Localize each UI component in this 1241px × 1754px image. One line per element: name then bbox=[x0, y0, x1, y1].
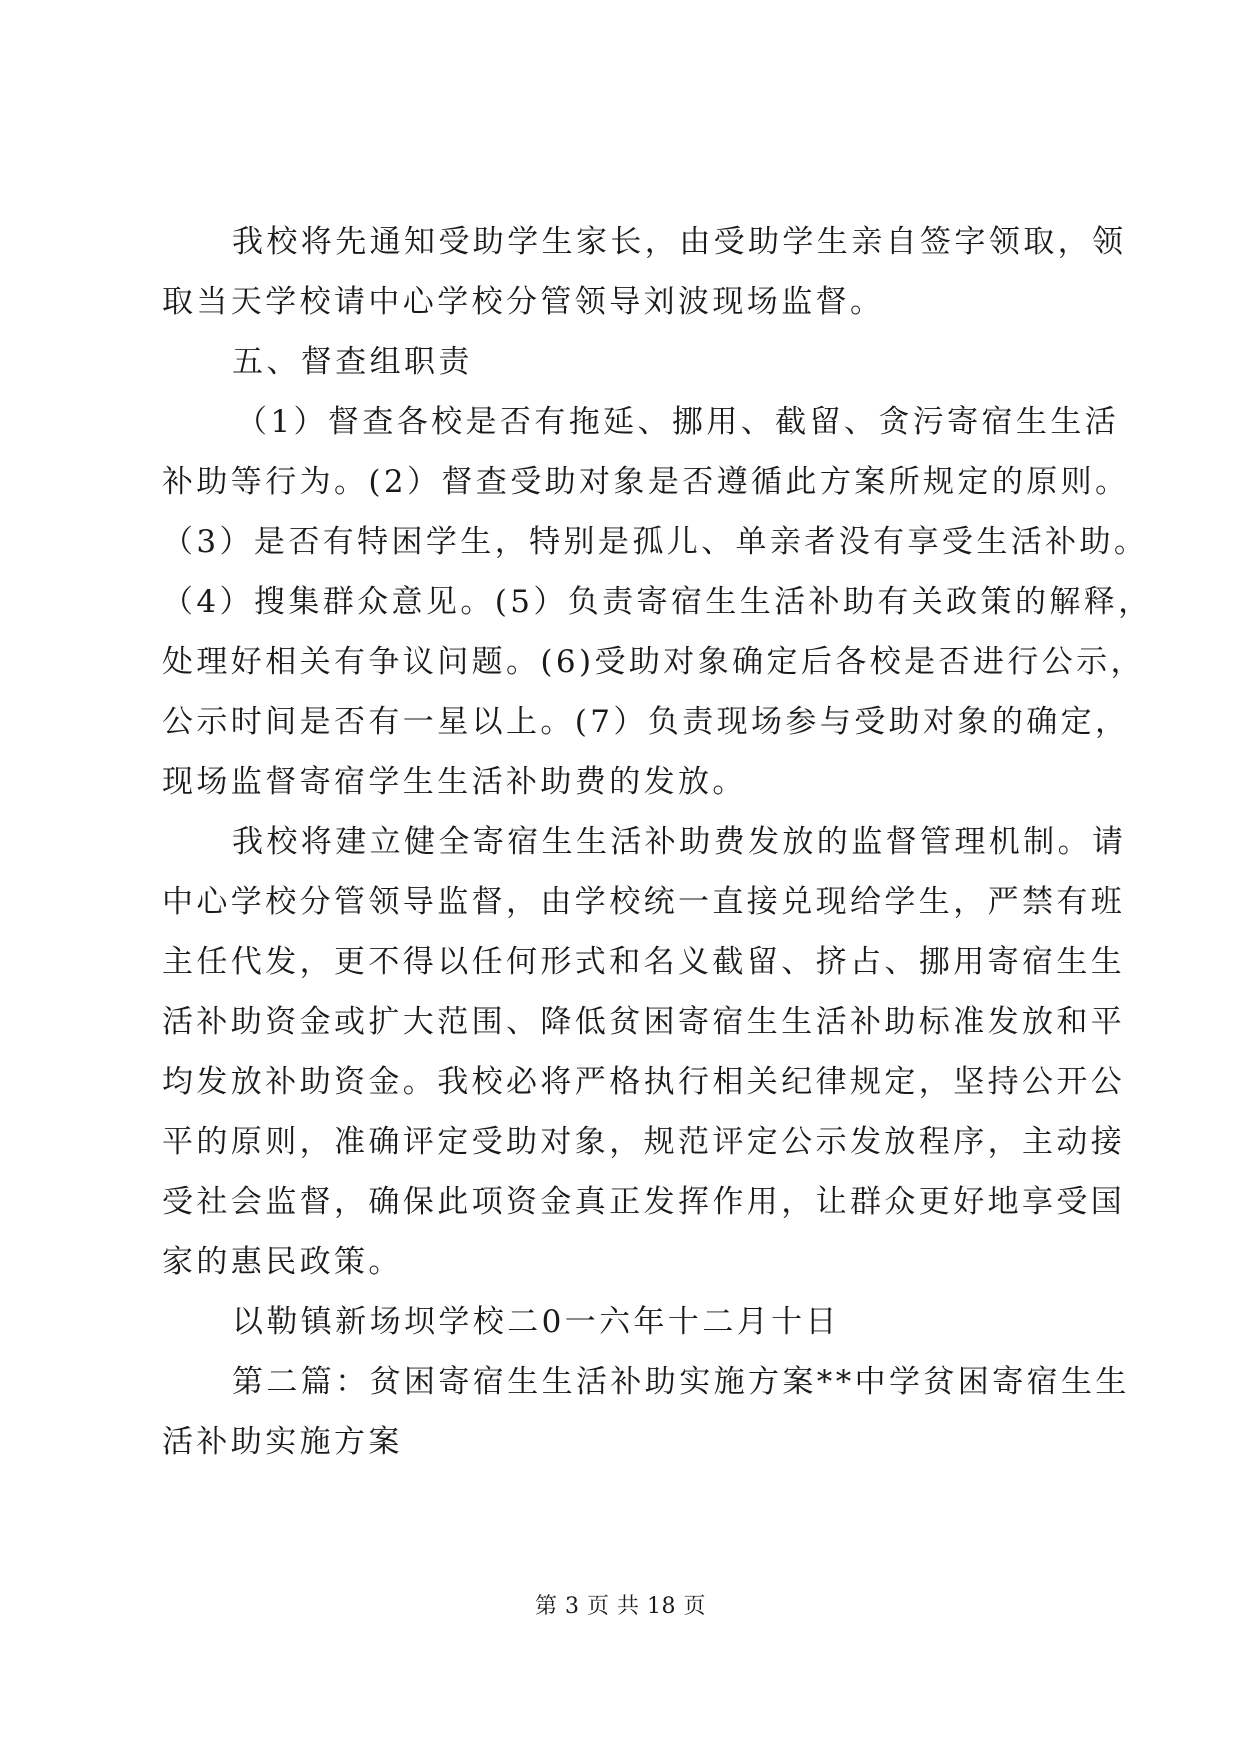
section-title-line: 活补助实施方案 bbox=[162, 1424, 403, 1460]
section-title-line: 第二篇：贫困寄宿生生活补助实施方案**中学贫困寄宿生生 bbox=[232, 1364, 1130, 1400]
body-line: 活补助资金或扩大范围、降低贫困寄宿生生活补助标准发放和平 bbox=[162, 1004, 1126, 1040]
body-line: （3）是否有特困学生，特别是孤儿、单亲者没有享受生活补助。 bbox=[162, 524, 1149, 560]
body-line: 家的惠民政策。 bbox=[162, 1244, 403, 1280]
body-line: 补助等行为。(2）督查受助对象是否遵循此方案所规定的原则。 bbox=[162, 464, 1130, 500]
body-line: 我校将先通知受助学生家长，由受助学生亲自签字领取，领 bbox=[232, 224, 1127, 260]
body-line: 现场监督寄宿学生生活补助费的发放。 bbox=[162, 764, 747, 800]
body-line: 我校将建立健全寄宿生生活补助费发放的监督管理机制。请 bbox=[232, 824, 1127, 860]
body-line: 主任代发，更不得以任何形式和名义截留、挤占、挪用寄宿生生 bbox=[162, 944, 1126, 980]
page-number-footer: 第 3 页 共 18 页 bbox=[535, 1594, 706, 1619]
signature-date-line: 以勒镇新场坝学校二0一六年十二月十日 bbox=[232, 1304, 840, 1340]
body-line: （1）督查各校是否有拖延、挪用、截留、贪污寄宿生生活 bbox=[236, 404, 1120, 440]
body-line: 平的原则，准确评定受助对象，规范评定公示发放程序，主动接 bbox=[162, 1124, 1126, 1160]
body-line: 处理好相关有争议问题。(6)受助对象确定后各校是否进行公示， bbox=[162, 644, 1145, 680]
section-heading: 五、督查组职责 bbox=[232, 344, 473, 380]
body-line: 取当天学校请中心学校分管领导刘波现场监督。 bbox=[162, 284, 885, 320]
body-line: 公示时间是否有一星以上。(7）负责现场参与受助对象的确定， bbox=[162, 704, 1130, 740]
body-line: （4）搜集群众意见。(5）负责寄宿生生活补助有关政策的解释， bbox=[162, 584, 1153, 620]
body-line: 均发放补助资金。我校必将严格执行相关纪律规定，坚持公开公 bbox=[162, 1064, 1126, 1100]
body-line: 中心学校分管领导监督，由学校统一直接兑现给学生，严禁有班 bbox=[162, 884, 1126, 920]
body-line: 受社会监督，确保此项资金真正发挥作用，让群众更好地享受国 bbox=[162, 1184, 1126, 1220]
